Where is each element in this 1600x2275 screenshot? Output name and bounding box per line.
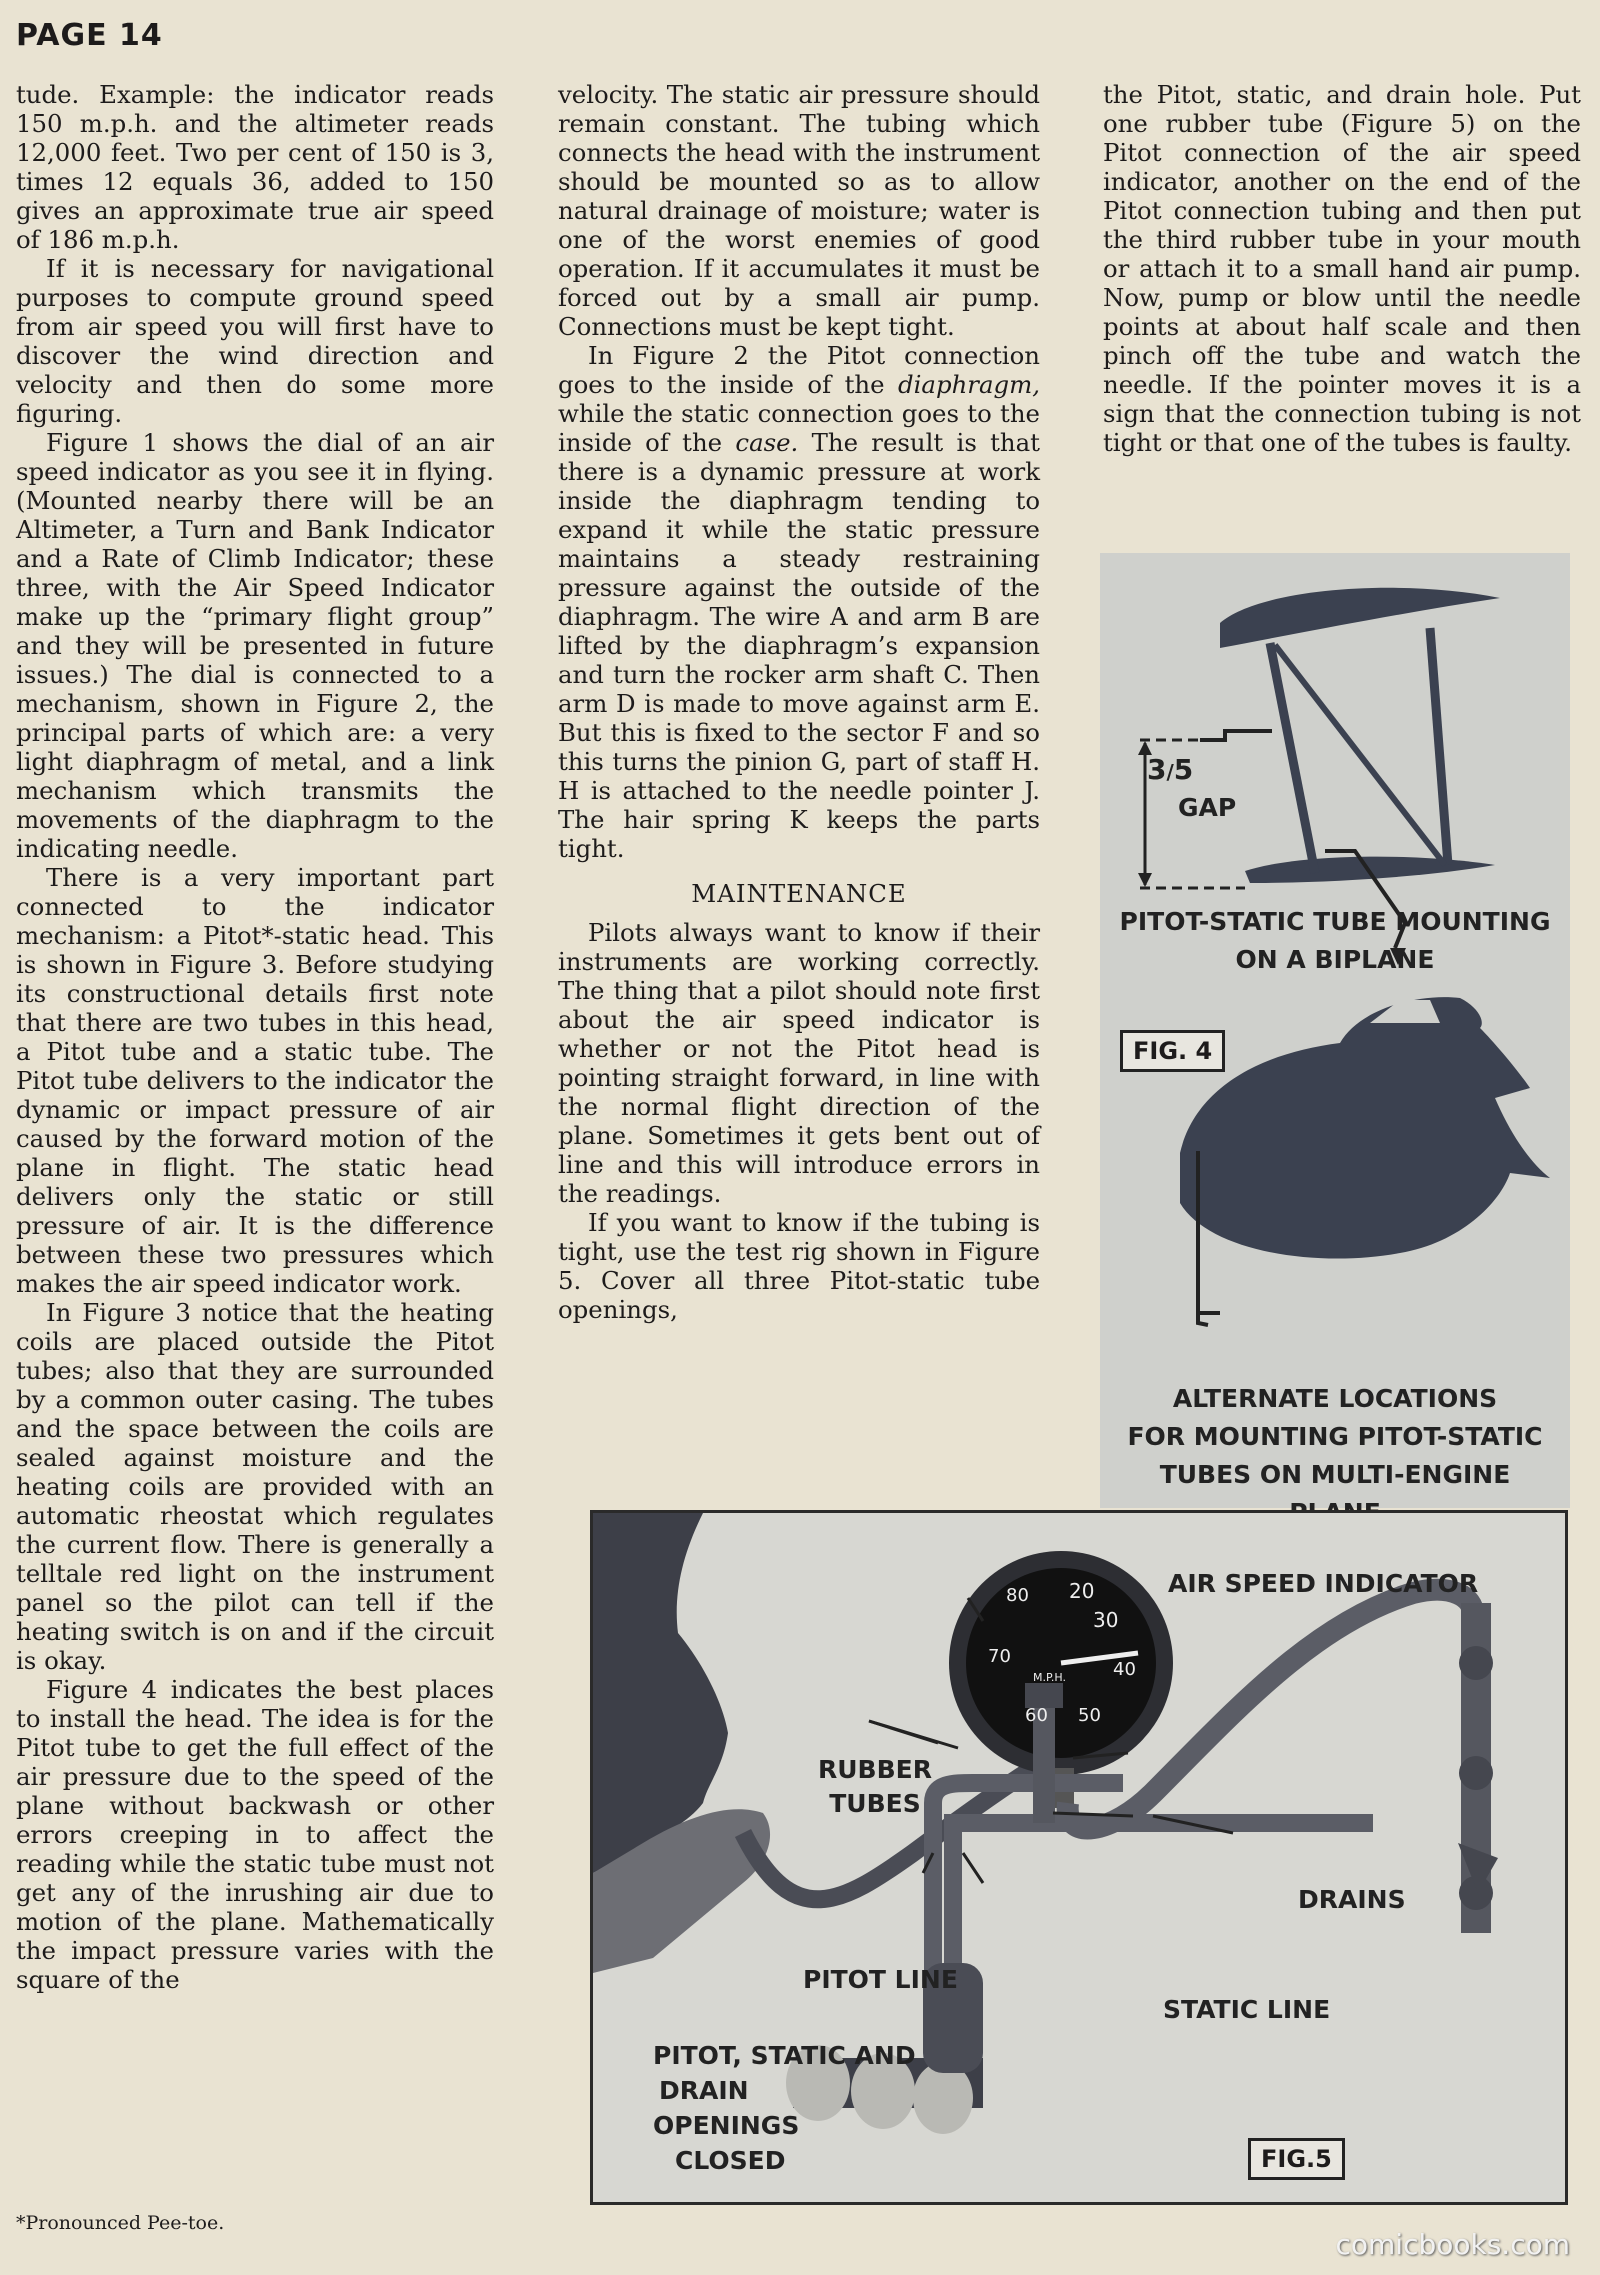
label-line: PITOT, STATIC AND <box>653 2041 916 2070</box>
gap-fraction-numerator: 3 <box>1147 753 1167 786</box>
static-line-label: STATIC LINE <box>1163 1995 1331 2024</box>
paragraph: There is a very important part connected to the indicator mechanism: a Pitot*-static head. This is shown in Figure 3. Before studying its constructional details first note that there are two tubes in this head, a Pitot tube and a static tube. The Pitot tube delivers to the indicator the dynamic or impact pressure of air caused by the forward motion of the plane in flight. The static head delivers only the static or still pressure of air. It is the difference between these two pressures which makes the air speed indicator work. <box>16 863 494 1298</box>
label-line: DRAIN <box>659 2076 749 2105</box>
caption-line: ON A BIPLANE <box>1235 945 1435 974</box>
strut <box>1270 643 1315 873</box>
paragraph: If it is necessary for navigational purposes to compute ground speed from air speed you will first have to discover the wind direction and velocity and then do some more figuring. <box>16 254 494 428</box>
strut <box>1275 645 1445 865</box>
figure-5-panel <box>590 1510 1568 2205</box>
paragraph: Figure 1 shows the dial of an air speed indicator as you see it in flying. (Mounted nearby there will be an Altimeter, a Turn and Bank Indicator and a Rate of Climb Indicator; these three, with the Air Speed Indicator make up the “primary flight group” and they will be presented in future issues.) The dial is connected to a mechanism, shown in Figure 2, the principal parts of which are: a very light diaphragm of metal, and a link mechanism which transmits the movements of the diaphragm to the indicating needle. <box>16 428 494 863</box>
paragraph: the Pitot, static, and drain hole. Put one rubber tube (Figure 5) on the Pitot connection of the air speed indicator, another on the end of the Pitot connection tubing and then put the third rubber tube in your mouth or attach it to a small hand air pump. Now, pump or blow until the needle points at about half scale and then pinch off the tube and watch the needle. If the pointer moves it is a sign that the connection tubing is not tight or that one of the tubes is faulty. <box>1103 80 1581 457</box>
dial-number: 40 <box>1113 1659 1136 1680</box>
paragraph: tude. Example: the indicator reads 150 m.p.h. and the altimeter reads 12,000 feet. Two per cent of 150 is 3, times 12 equals 36, added to 150 gives an approximate true air speed of 186 m.p.h. <box>16 80 494 254</box>
caption-line: PITOT-STATIC TUBE MOUNTING <box>1119 907 1551 936</box>
emphasis-case: case. <box>735 428 799 457</box>
label-line: CLOSED <box>675 2146 786 2175</box>
strut <box>1430 628 1448 865</box>
dial-number: 80 <box>1006 1585 1029 1606</box>
watermark: comicbooks.com <box>1335 2228 1570 2261</box>
biplane-caption <box>1100 903 1570 979</box>
pitot-tube <box>1200 731 1272 740</box>
openings-closed-label <box>653 2038 916 2178</box>
footnote: *Pronounced Pee-toe. <box>16 2212 225 2234</box>
article-column-2 <box>558 80 1040 1324</box>
text-run: while the static connection goes to the inside of the <box>558 399 1040 457</box>
upper-wing-shape <box>1220 588 1500 648</box>
dial-number: 20 <box>1069 1579 1095 1603</box>
caption-line: ALTERNATE LOCATIONS <box>1172 1384 1498 1413</box>
dial-number: 70 <box>988 1646 1011 1667</box>
caption-line: FOR MOUNTING PITOT-STATIC <box>1127 1422 1543 1451</box>
pitot-line-label: PITOT LINE <box>803 1965 958 1994</box>
paragraph: If you want to know if the tubing is tight, use the test rig shown in Figure 5. Cover all three Pitot-static tube openings, <box>558 1208 1040 1324</box>
gap-label: GAP <box>1178 793 1237 822</box>
section-heading-maintenance: MAINTENANCE <box>691 879 907 908</box>
text-run: The result is that there is a dynamic pressure at work inside the diaphragm tending to expand it while the static pressure maintains a steady restraining pressure against the outside of the diaphragm. The wire A and arm B are lifted by the diaphragm’s expansion and turn the rocker arm shaft C. Then arm D is made to move against arm E. But this is fixed to the sector F and so this turns the pinion G, part of staff H. H is attached to the needle pointer J. The hair spring K keeps the parts tight. <box>558 428 1040 863</box>
paragraph: In Figure 3 notice that the heating coils are placed outside the Pitot tubes; also that they are surrounded by a common outer casing. The tubes and the space between the coils are sealed against moisture and the heating coils are provided with an automatic rheostat which regulates the current flow. There is generally a telltale red light on the instrument panel so the pilot can tell if the heating switch is on and if the circuit is okay. <box>16 1298 494 1675</box>
paragraph: Figure 4 indicates the best places to install the head. The idea is for the Pitot tube to get the full effect of the air pressure due to the speed of the plane without backwash or other errors creeping in to affect the reading while the static tube must not get any of the inrushing air due to motion of the plane. Mathematically the impact pressure varies with the square of the <box>16 1675 494 1994</box>
rubber-tubes-label <box>818 1753 932 1821</box>
figure-4-panel <box>1100 553 1570 1508</box>
caption-line: TUBES ON MULTI-ENGINE <box>1159 1460 1511 1489</box>
page-number: PAGE 14 <box>16 18 163 53</box>
figure-4-tag: FIG. 4 <box>1120 1030 1225 1072</box>
label-line: TUBES <box>829 1789 921 1818</box>
drains-label: DRAINS <box>1298 1885 1406 1914</box>
dial-number: 50 <box>1078 1705 1101 1726</box>
article-column-1 <box>16 80 494 1994</box>
label-line: RUBBER <box>818 1755 932 1784</box>
text-run: In Figure 2 the Pitot connection goes to the inside of the <box>558 341 1040 399</box>
multi-engine-fuselage <box>1180 997 1550 1258</box>
figure-5-tag: FIG.5 <box>1248 2138 1345 2180</box>
dial-number: 60 <box>1025 1705 1048 1726</box>
dial-number: 30 <box>1093 1608 1119 1632</box>
air-speed-indicator-label: AIR SPEED INDICATOR <box>1168 1569 1479 1598</box>
article-column-3 <box>1103 80 1581 457</box>
paragraph <box>558 341 1040 863</box>
gap-fraction-denominator: 5 <box>1173 753 1194 786</box>
dial-unit: M.P.H. <box>1033 1671 1066 1684</box>
gap-fraction: 3/5 <box>1147 753 1194 786</box>
paragraph: Pilots always want to know if their instruments are working correctly. The thing that a pilot should note first about the air speed indicator is whether or not the Pitot head is pointing straight forward, in line with the normal flight direction of the plane. Sometimes it gets bent out of line and this will introduce errors in the readings. <box>558 918 1040 1208</box>
paragraph: velocity. The static air pressure should remain constant. The tubing which connects the head with the instrument should be mounted so as to allow natural drainage of moisture; water is one of the worst enemies of good operation. If it accumulates it must be forced out by a small air pump. Connections must be kept tight. <box>558 80 1040 341</box>
emphasis-diaphragm: diaphragm, <box>898 370 1040 399</box>
label-line: OPENINGS <box>653 2111 800 2140</box>
